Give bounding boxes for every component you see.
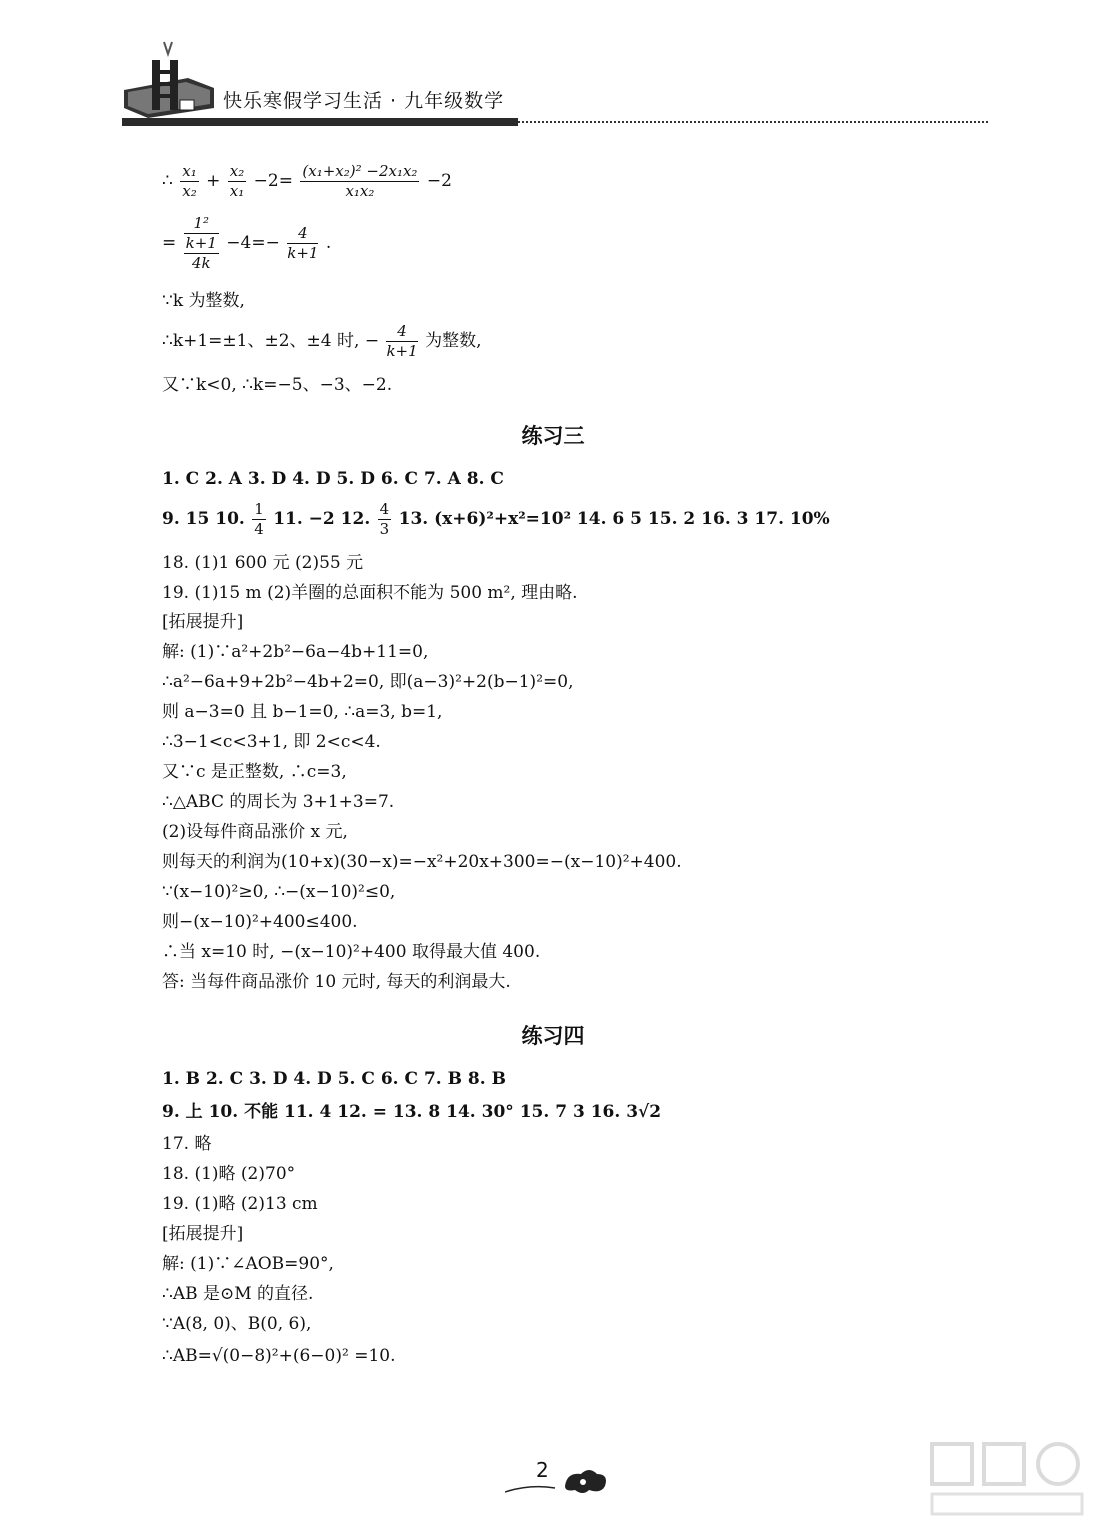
book-logo-icon: [118, 38, 218, 122]
ex3-solution-line: 则−(x−10)²+400≤400.: [162, 912, 358, 932]
ex3-answers-row-1: 1. C 2. A 3. D 4. D 5. D 6. C 7. A 8. C: [162, 469, 504, 489]
ex3-solution-line: ∴a²−6a+9+2b²−4b+2=0, 即(a−3)²+2(b−1)²=0,: [162, 672, 574, 692]
ex3-solution-line: 又∵c 是正整数, ∴c=3,: [162, 762, 347, 782]
ex4-answers-row-2: 9. 上 10. 不能 11. 4 12. = 13. 8 14. 30° 15. 7 3 16. 3√2: [162, 1102, 662, 1122]
ex3-solution-line: ∴△ABC 的周长为 3+1+3=7.: [162, 792, 395, 812]
intro-line-2: = 1² k+1 4k −4=− $\frac{4}{k+1}$ .: [162, 214, 332, 272]
ex4-answers-row-4: 18. (1)略 (2)70°: [162, 1164, 296, 1184]
ex4-solution-line: ∴AB=√(0−8)²+(6−0)² =10.: [162, 1346, 396, 1366]
section-title-ex4: 练习四: [521, 1024, 585, 1048]
header-title: 快乐寒假学习生活 · 九年级数学: [223, 90, 505, 112]
intro-line-4: ∴k+1=±1、±2、±4 时, − $\frac{4}{k+1}$ 为整数,: [162, 322, 482, 360]
ex3-solution-line: 解: (1)∵a²+2b²−6a−4b+11=0,: [162, 642, 429, 662]
ex3-solution-line: ∴3−1<c<3+1, 即 2<c<4.: [162, 732, 381, 752]
header-dotted-rule: [518, 121, 988, 123]
ex3-solution-line: ∴当 x=10 时, −(x−10)²+400 取得最大值 400.: [162, 942, 541, 962]
header-bar: [122, 118, 518, 126]
ex3-answers-row-4: 19. (1)15 m (2)羊圈的总面积不能为 500 m², 理由略.: [162, 583, 578, 603]
ex3-solution-line: 则每天的利润为(10+x)(30−x)=−x²+20x+300=−(x−10)²+400.: [162, 852, 682, 872]
ex3-answers-row-2: 9. 15 10. $\frac{1}{4}$ 11. −2 12. $\frac{4}{3}$ 13. (x+6)²+x²=10² 14. 6 5 15. 2 16. 3 17. 10%: [162, 500, 830, 538]
ex4-answers-row-1: 1. B 2. C 3. D 4. D 5. C 6. C 7. B 8. B: [162, 1069, 506, 1089]
ex3-answers-row-3: 18. (1)1 600 元 (2)55 元: [162, 553, 364, 573]
ex4-solution-line: ∵A(8, 0)、B(0, 6),: [162, 1314, 312, 1334]
ex4-solution-line: 解: (1)∵∠AOB=90°,: [162, 1254, 334, 1274]
intro-line-3: ∵k 为整数,: [162, 291, 245, 311]
intro-line-5: 又∵k<0, ∴k=−5、−3、−2.: [162, 375, 393, 395]
ex3-solution-line: ∵(x−10)²≥0, ∴−(x−10)²≤0,: [162, 882, 396, 902]
watermark-logo: [928, 1440, 1088, 1520]
ex3-solution-line: (2)设每件商品涨价 x 元,: [162, 822, 348, 842]
ex3-solution-line: 答: 当每件商品涨价 10 元时, 每天的利润最大.: [162, 972, 511, 992]
ex4-answers-row-3: 17. 略: [162, 1134, 212, 1154]
intro-line-1: ∴ $\frac{\text{x₁}}{\text{x₂}}$ + $\frac{\text{x₂}}{\text{x₁}}$ −2= $\frac{\text{(x₁+x₂)² −2x₁x₂}}{\text{x₁x₂}}$ −2: [162, 162, 452, 200]
ex4-solution-line: ∴AB 是⊙M 的直径.: [162, 1284, 314, 1304]
ex3-solution-line: 则 a−3=0 且 b−1=0, ∴a=3, b=1,: [162, 702, 443, 722]
ex3-extension-label: [拓展提升]: [162, 612, 244, 632]
page-number: 2: [536, 1458, 549, 1482]
section-title-ex3: 练习三: [521, 424, 585, 448]
ex4-answers-row-5: 19. (1)略 (2)13 cm: [162, 1194, 318, 1214]
page-ornament-icon: [505, 1458, 615, 1498]
ex4-extension-label: [拓展提升]: [162, 1224, 244, 1244]
